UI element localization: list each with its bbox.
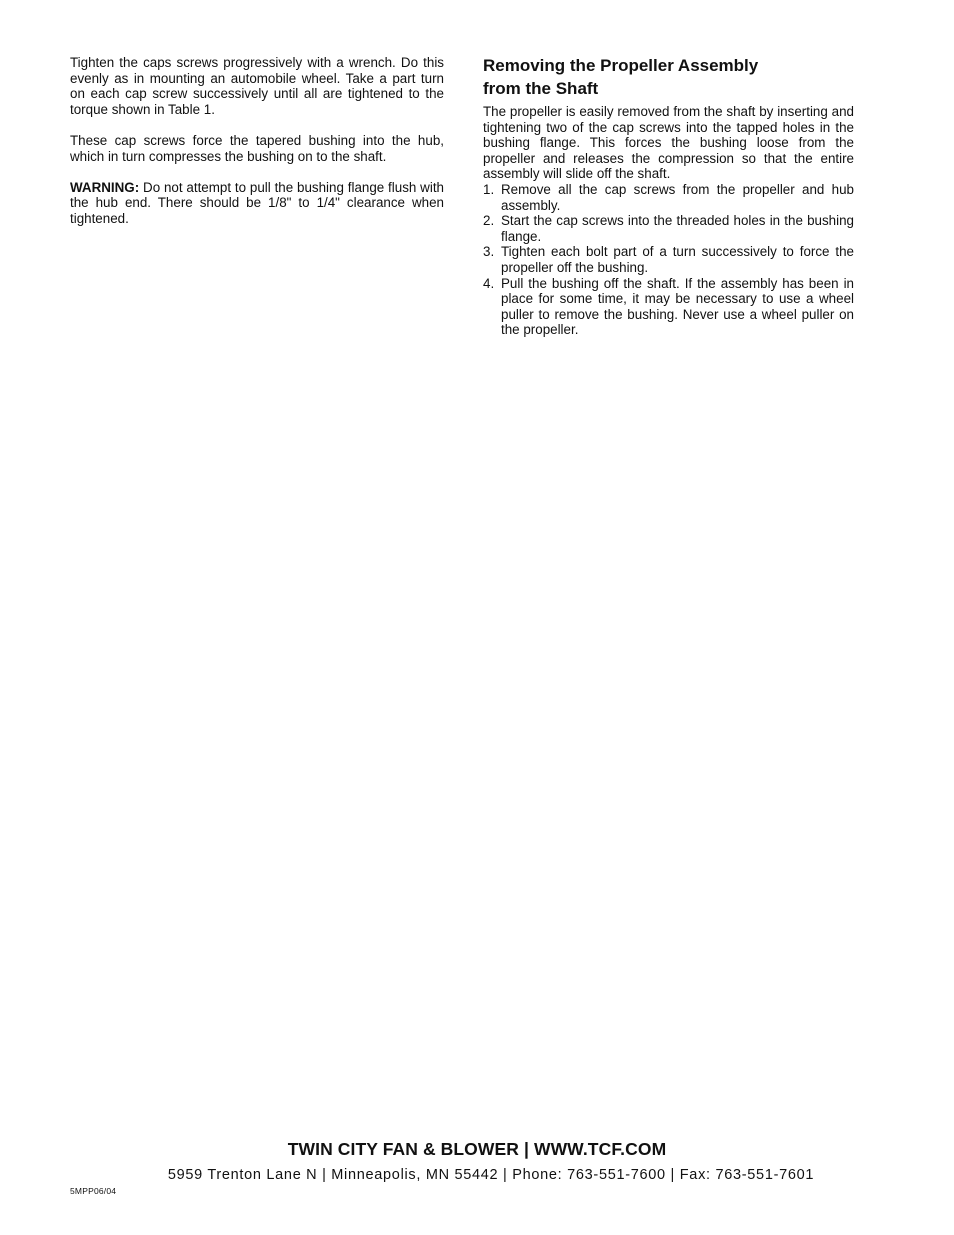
footer-address: 5959 Trenton Lane N | Minneapolis, MN 55442 | Phone: 763-551-7600 | Fax: 763-551-7601: [167, 1167, 815, 1183]
section-heading-line1: Removing the Propeller Assembly: [483, 56, 759, 75]
step-text: Remove all the cap screws from the propeller and hub assembly.: [501, 181, 854, 213]
footer-company-title: TWIN CITY FAN & BLOWER | WWW.TCF.COM: [287, 1139, 667, 1159]
section-heading: [483, 55, 854, 100]
removal-intro-paragraph: The propeller is easily removed from the shaft by inserting and tightening two of the cap screws into the tapped holes in the bushing flange. This forces the bushing loose from the propeller and releases the compression so that the entire assembly will slide off the shaft.: [483, 104, 854, 182]
step-text: Pull the bushing off the shaft. If the assembly has been in place for some time, it may be necessary to use a wheel puller to remove the bushing. Never use a wheel puller on the propeller.: [501, 275, 854, 338]
warning-label: WARNING:: [70, 179, 140, 195]
step-number: 2.: [483, 213, 495, 229]
list-item: [483, 276, 854, 338]
step-number: 3.: [483, 244, 495, 260]
warning-text: Do not attempt to pull the bushing flange flush with the hub end. There should be 1/8" to 1/4" clearance when tightened.: [70, 179, 444, 226]
right-column: [483, 55, 854, 338]
list-item: [483, 213, 854, 244]
left-column: [70, 55, 444, 242]
step-text: Start the cap screws into the threaded holes in the bushing flange.: [501, 213, 854, 244]
document-code: 5MPP06/04: [70, 1186, 117, 1196]
removal-steps-list: [483, 182, 854, 338]
list-item: [483, 244, 854, 275]
step-number: 4.: [483, 275, 495, 291]
step-text: Tighten each bolt part of a turn successively to force the propeller off the bushing.: [501, 244, 854, 275]
warning-paragraph: [70, 180, 444, 227]
step-number: 1.: [483, 181, 495, 197]
cap-screws-paragraph: These cap screws force the tapered bushing into the hub, which in turn compresses the bushing on to the shaft.: [70, 132, 444, 164]
tighten-paragraph: Tighten the caps screws progressively with a wrench. Do this evenly as in mounting an automobile wheel. Take a part turn on each cap screw successively until all are tightened to the torque shown in Table 1.: [70, 55, 444, 117]
list-item: [483, 182, 854, 213]
section-heading-line2: from the Shaft: [483, 78, 599, 98]
